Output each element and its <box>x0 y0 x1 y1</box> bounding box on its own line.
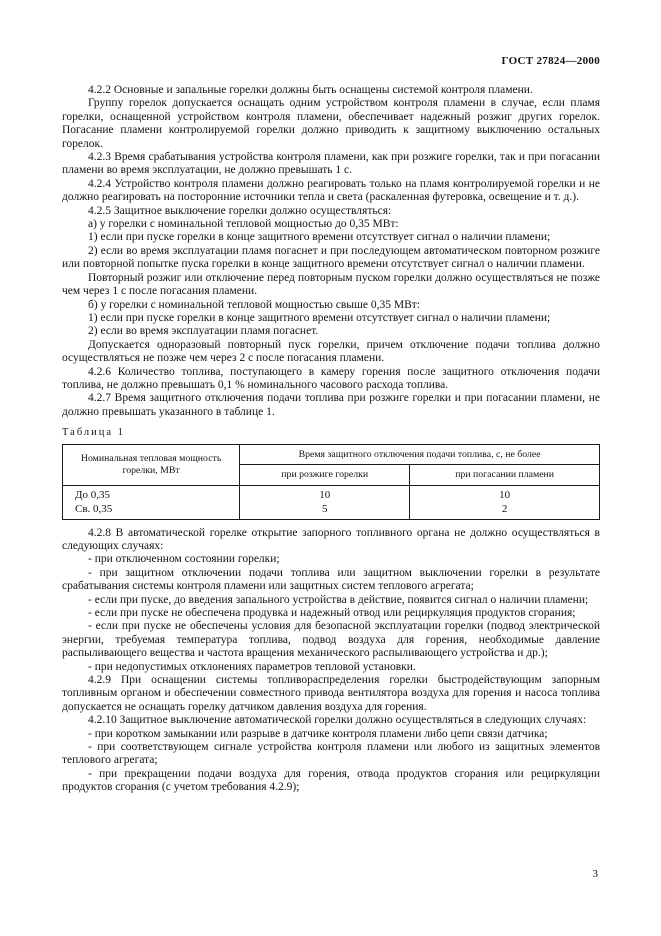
table-cell-flameout-time: 10 <box>410 485 600 502</box>
paragraph: 4.2.2 Основные и запальные горелки должны быть оснащены системой контроля пламени. <box>88 84 533 96</box>
table-cell-flameout-time: 2 <box>410 502 600 519</box>
list-item: - если при пуске не обеспечены условия для безопасной эксплуатации горелки (подвод электрической энергии, требуемая температура топлива, подвод воздуха для горения, необходимые давление распыливающего вещества и частота вращения механического распыливающего устройства и др.); <box>62 620 600 660</box>
paragraph: 4.2.7 Время защитного отключения подачи топлива при розжиге горелки и при погасании пламени, не должно превышать указанного в таблице 1. <box>62 392 600 418</box>
table-cell-power-range: До 0,35 <box>63 485 240 502</box>
list-item: - при прекращении подачи воздуха для горения, отвода продуктов сгорания или рециркуляции продуктов сгорания (с учетом требования 4.2.9); <box>62 767 600 794</box>
table-row <box>63 485 600 502</box>
list-item: - при недопустимых отклонениях параметров тепловой установки. <box>88 660 416 673</box>
paragraph: 4.2.6 Количество топлива, поступающего в камеру горения после защитного отключения подачи топлива, не должно превышать 0,1 % номинального часового расхода топлива. <box>62 365 600 391</box>
table-caption: Таблица 1 <box>62 427 125 439</box>
list-item: а) у горелки с номинальной тепловой мощностью до 0,35 МВт: <box>88 218 399 231</box>
list-item: 2) если во время эксплуатации пламя погаснет и при последующем автоматическом повторном розжиге или повторной попытке пуска горелки в конце защитного времени отсутствует сигнал о наличии пламени. <box>62 244 600 271</box>
paragraph: Повторный розжиг или отключение перед повторным пуском горелки должно осуществляться не позже чем через 1 с после погасания пламени. <box>62 271 600 298</box>
list-item: - при защитном отключении подачи топлива или защитном выключении горелки в результате срабатывания системы контроля пламени или защитных систем теплового агрегата; <box>62 566 600 593</box>
list-item: - при отключенном состоянии горелки; <box>88 553 280 566</box>
list-item: 1) если при пуске горелки в конце защитного времени отсутствует сигнал о наличии пламени; <box>88 311 551 324</box>
list-item: б) у горелки с номинальной тепловой мощностью свыше 0,35 МВт: <box>88 298 420 311</box>
list-item: - при соответствующем сигнале устройства контроля пламени или любого из защитных элементов теплового агрегата; <box>62 741 600 767</box>
paragraph: 4.2.10 Защитное выключение автоматической горелки должно осуществляться в следующих случаях: <box>88 714 587 727</box>
table-cell-power-range: Св. 0,35 <box>63 502 240 519</box>
paragraph: 4.2.5 Защитное выключение горелки должно осуществляться: <box>88 204 392 217</box>
document-number: ГОСТ 27824—2000 <box>501 55 600 67</box>
document-content <box>62 84 600 795</box>
list-item: - если при пуске, до введения запального устройства в действие, появится сигнал о наличии пламени; <box>88 593 589 606</box>
paragraph: 4.2.4 Устройство контроля пламени должно реагировать только на пламя контролируемой горелки и не должно реагировать на посторонние источники тепла и света (раскаленная футеровка, освещение и т. д.). <box>62 177 600 204</box>
list-item: - при коротком замыкании или разрыве в датчике контроля пламени либо цепи связи датчика; <box>88 727 548 740</box>
paragraph: 4.2.9 При оснащении системы топливораспределения горелки быстродействующим запорным топливным органом и обеспечении совместного привода вентилятора воздуха для горения и насоса топлива допускается не оснащать горелку датчиком давления воздуха для горения. <box>62 674 600 713</box>
list-item: 2) если во время эксплуатации пламя погаснет. <box>88 325 319 338</box>
table-row <box>63 502 600 519</box>
fuel-shutoff-time-table <box>62 444 600 520</box>
table-subheader-flame-out: при погасании пламени <box>410 465 600 486</box>
table-header-shutoff-time-group: Время защитного отключения подачи топлива, с, не более <box>240 444 600 465</box>
paragraph: Группу горелок допускается оснащать одним устройством контроля пламени в случае, если пламя горелки, оснащенной устройством контроля пламени, обеспечивает надежный розжиг других горелок. Погасание пламени контролируемой горелки должно приводить к защитному выключению остальных горелок. <box>62 97 600 150</box>
table-cell-ignition-time: 10 <box>240 485 410 502</box>
table-cell-ignition-time: 5 <box>240 502 410 519</box>
paragraph: 4.2.3 Время срабатывания устройства контроля пламени, как при розжиге горелки, так и при погасании пламени во время эксплуатации, не должно превышать 1 с. <box>62 151 600 177</box>
paragraph: Допускается одноразовый повторный пуск горелки, причем отключение подачи топлива должно осуществляться не позже чем через 2 с после погасания пламени. <box>62 338 600 365</box>
table-header-burner-power: Номинальная тепловая мощность горелки, МВт <box>63 444 240 485</box>
paragraph: 4.2.8 В автоматической горелке открытие запорного топливного органа не должно осуществляться в следующих случаях: <box>62 526 600 552</box>
table-header-row <box>63 444 600 465</box>
list-item: 1) если при пуске горелки в конце защитного времени отсутствует сигнал о наличии пламени; <box>88 231 551 244</box>
table-subheader-ignition: при розжиге горелки <box>240 465 410 486</box>
page-number: 3 <box>592 868 598 880</box>
list-item: - если при пуске не обеспечена продувка и надежный отвод или рециркуляция продуктов сгорания; <box>88 607 576 619</box>
